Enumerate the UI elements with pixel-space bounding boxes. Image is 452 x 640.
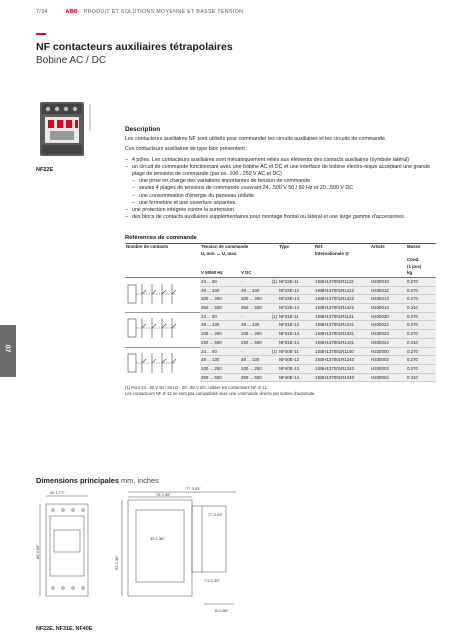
table-footnotes — [125, 385, 436, 397]
table-row — [125, 277, 436, 286]
section-name: PRODUIT ET SOLUTIONS MOYENNE ET BASSE TENSION — [83, 9, 244, 15]
cell-article: H330014 — [370, 304, 406, 313]
cell-ac: 100 ... 250 — [200, 295, 240, 304]
references-body — [125, 277, 436, 381]
chapter-tab — [0, 325, 16, 377]
cell-type: NF40E-13 — [278, 365, 314, 374]
cell-masse: 0.270 — [406, 365, 436, 374]
feature-subitem: – une consommation d'énergie du panneau réduite — [125, 193, 437, 200]
col-cond: Cond. — [407, 257, 420, 263]
col-tension-sub: U, min. ... U, max. — [201, 250, 238, 256]
cell-dc: 100 ... 250 — [240, 365, 278, 374]
cell-ref: 1SBH137001R1322 — [314, 295, 370, 304]
dim-bottom-offset: 15 0.59" — [214, 608, 229, 613]
col-tension: Tension de commande — [200, 244, 278, 251]
feature-list — [125, 157, 437, 222]
dimensions-caption: NF22E, NF31E, NF40E — [36, 626, 93, 632]
cell-type: NF31E-14 — [278, 338, 314, 347]
cell-ref: 1SBH137001R1131 — [314, 312, 370, 321]
cell-ref: 1SBH137001R1240 — [314, 356, 370, 365]
dim-rail: 7.5 0.30" — [204, 578, 220, 583]
cell-article: H330010 — [370, 277, 406, 286]
cell-dc: 250 ... 500 — [240, 304, 278, 313]
cell-article: H330002 — [370, 356, 406, 365]
dim-top-depth: 75 2.95" — [156, 492, 171, 497]
chapter-number: 07 — [3, 344, 11, 353]
feature-item: – un circuit de commande fonctionnant avec une bobine AC et DC et une interface de bobine électro-nique acceptant une grande plage de tensions de commande (par ex. 100...250 V AC et DC) — [125, 164, 437, 178]
dim-top-overall: 77 3.03" — [186, 486, 201, 491]
references-heading: Références de commande — [125, 235, 197, 241]
page-subtitle: Bobine AC / DC — [36, 55, 107, 66]
footnote-marker: (1) — [271, 348, 277, 354]
cell-dc: 48 ... 130 — [240, 286, 278, 295]
cell-dc: 100 ... 250 — [240, 330, 278, 339]
cell-ref: 1SBH137001R1431 — [314, 338, 370, 347]
cell-ref: 1SBH137001R1422 — [314, 304, 370, 313]
cell-article: H330020 — [370, 312, 406, 321]
col-dc: V DC — [240, 270, 278, 277]
cell-dc: 100 ... 250 — [240, 295, 278, 304]
brand-logo: ABB — [65, 9, 78, 15]
cell-masse: 0.310 — [406, 304, 436, 313]
cell-ac: 24 ... 60 — [200, 312, 240, 321]
footnote-marker: (1) — [271, 313, 277, 319]
cell-dc: 48 ... 130 — [240, 321, 278, 330]
cell-ref: 1SBH137001R1331 — [314, 330, 370, 339]
cell-dc: - (1) — [240, 277, 278, 286]
col-kg: kg — [406, 270, 436, 277]
cell-masse: 0.270 — [406, 330, 436, 339]
description-heading: Description — [125, 126, 161, 133]
dim-front-width: 45 1.77" — [50, 490, 65, 495]
cell-ac: 250 ... 500 — [200, 373, 240, 382]
cell-ac: 100 ... 250 — [200, 365, 240, 374]
cell-ac: 250 ... 500 — [200, 304, 240, 313]
cell-article: H330012 — [370, 286, 406, 295]
page-title: NF contacteurs auxiliaires tétrapolaires — [36, 41, 233, 53]
cell-ac: 250 ... 500 — [200, 338, 240, 347]
cell-ref: 1SBH137001R1440 — [314, 373, 370, 382]
col-contacts: Nombre de contacts — [125, 244, 200, 251]
accent-bar — [36, 33, 46, 35]
dim-front-height: 86 3.39" — [35, 544, 40, 559]
cell-masse: 0.270 — [406, 321, 436, 330]
feature-subitem: – une fermeture et une ouverture séparées. — [125, 200, 437, 207]
page-header — [36, 9, 243, 15]
cell-dc: 250 ... 500 — [240, 338, 278, 347]
cell-type: NF22E-11 — [278, 277, 314, 286]
cell-dc: 250 ... 500 — [240, 373, 278, 382]
image-code: 2CDC203029F0004 — [88, 104, 92, 131]
cell-masse: 0.270 — [406, 312, 436, 321]
dimensions-unit: mm, inches — [118, 476, 159, 485]
feature-item: – des blocs de contacts auxiliaires supplémentaires pour montage frontal ou latéral et une large gamme d'accessoires. — [125, 214, 437, 221]
cell-type: NF22E-12 — [278, 286, 314, 295]
contact-diagram — [125, 347, 200, 382]
cell-type: NF31E-12 — [278, 321, 314, 330]
cell-masse: 0.310 — [406, 373, 436, 382]
contact-diagram — [125, 277, 200, 312]
cell-article: H330000 — [370, 347, 406, 356]
cell-ref: 1SBH137001R1122 — [314, 277, 370, 286]
cell-ac: 48 ... 130 — [200, 356, 240, 365]
cell-article: H330024 — [370, 338, 406, 347]
cell-ref: 1SBH137001R1340 — [314, 365, 370, 374]
feature-subitem: – seules 4 plages de tensions de commande couvrant 24...500 V 50 / 60 Hz et 20...500 V DC — [125, 185, 437, 192]
table-row — [125, 347, 436, 356]
cell-ref: 1SBH137001R1222 — [314, 286, 370, 295]
feature-item: – une protection intégrée contre la surtension — [125, 207, 437, 214]
cell-ac: 24 ... 60 — [200, 277, 240, 286]
description-section — [125, 126, 437, 221]
cell-type: NF31E-11 — [278, 312, 314, 321]
dim-side-height: 60 2.36" — [114, 555, 119, 570]
col-type: Type — [278, 244, 314, 251]
contact-diagram — [125, 312, 200, 347]
footnote-marker: (1) — [271, 278, 277, 284]
cell-article: H330013 — [370, 295, 406, 304]
footnote: (1) Pour 24...60 V 50 / 60 Hz - 20...60 V DC, utiliser les contacteurs NF..E-11. — [125, 385, 269, 391]
cell-masse: 0.270 — [406, 277, 436, 286]
references-section — [125, 235, 436, 397]
cell-dc: - (1) — [240, 312, 278, 321]
cell-type: NF40E-11 — [278, 347, 314, 356]
cell-masse: 0.270 — [406, 286, 436, 295]
cell-ac: 100 ... 250 — [200, 330, 240, 339]
cell-masse: 0.270 — [406, 295, 436, 304]
cell-article: H330022 — [370, 321, 406, 330]
col-masse: Masse — [406, 244, 436, 251]
table-row — [125, 312, 436, 321]
footnote: Les contacteurs NF..E-11 ne sont pas compatibles avec une commande directe par sorties d'automate. — [125, 391, 316, 397]
dim-side-depth: 77 3.03" — [208, 512, 223, 517]
cell-dc: - (1) — [240, 347, 278, 356]
cell-article: H330023 — [370, 330, 406, 339]
cell-type: NF40E-12 — [278, 356, 314, 365]
cell-masse: 0.270 — [406, 356, 436, 365]
product-label: NF22E — [36, 167, 54, 173]
cell-dc: 48 ... 130 — [240, 356, 278, 365]
references-table — [125, 243, 436, 382]
page-number: 7/34 — [36, 9, 48, 15]
col-ref: Réf. — [314, 244, 370, 251]
cell-ac: 24 ... 60 — [200, 347, 240, 356]
cell-article: H330004 — [370, 373, 406, 382]
feature-item: – 4 pôles. Les contacteurs auxiliaires sont mécaniquement reliés aux éléments des contacts auxiliaires (symbole latéral) — [125, 157, 437, 164]
col-ac: V 50/60 Hz — [200, 270, 240, 277]
cell-article: H330003 — [370, 365, 406, 374]
cell-type: NF22E-13 — [278, 295, 314, 304]
cell-ref: 1SBH137001R1140 — [314, 347, 370, 356]
col-ref-sub: Internationale @ — [315, 250, 350, 256]
col-article: Article — [370, 244, 406, 251]
cell-ac: 48 ... 130 — [200, 321, 240, 330]
dimension-drawing — [36, 486, 266, 616]
cell-ref: 1SBH137001R1231 — [314, 321, 370, 330]
cell-type: NF22E-14 — [278, 304, 314, 313]
cell-ac: 48 ... 130 — [200, 286, 240, 295]
description-intro: Les contacteurs auxiliaires NF sont utilisés pour commander les circuits auxiliaires et les circuits de commande. — [125, 136, 387, 143]
cell-masse: 0.310 — [406, 338, 436, 347]
description-lead: Ces contacteurs auxiliaires de type bloc présentent : — [125, 146, 248, 153]
col-cond-unit: (1 pce) — [407, 263, 422, 269]
dimensions-title — [36, 476, 159, 485]
cell-masse: 0.270 — [406, 347, 436, 356]
cell-type: NF31E-13 — [278, 330, 314, 339]
dimensions-heading: Dimensions principales — [36, 476, 119, 485]
feature-subitem: – une prise en charge des variations importantes de tension de commande — [125, 178, 437, 185]
product-image — [36, 100, 94, 158]
cell-type: NF40E-14 — [278, 373, 314, 382]
dim-mount: 35 1.38" — [150, 536, 165, 541]
